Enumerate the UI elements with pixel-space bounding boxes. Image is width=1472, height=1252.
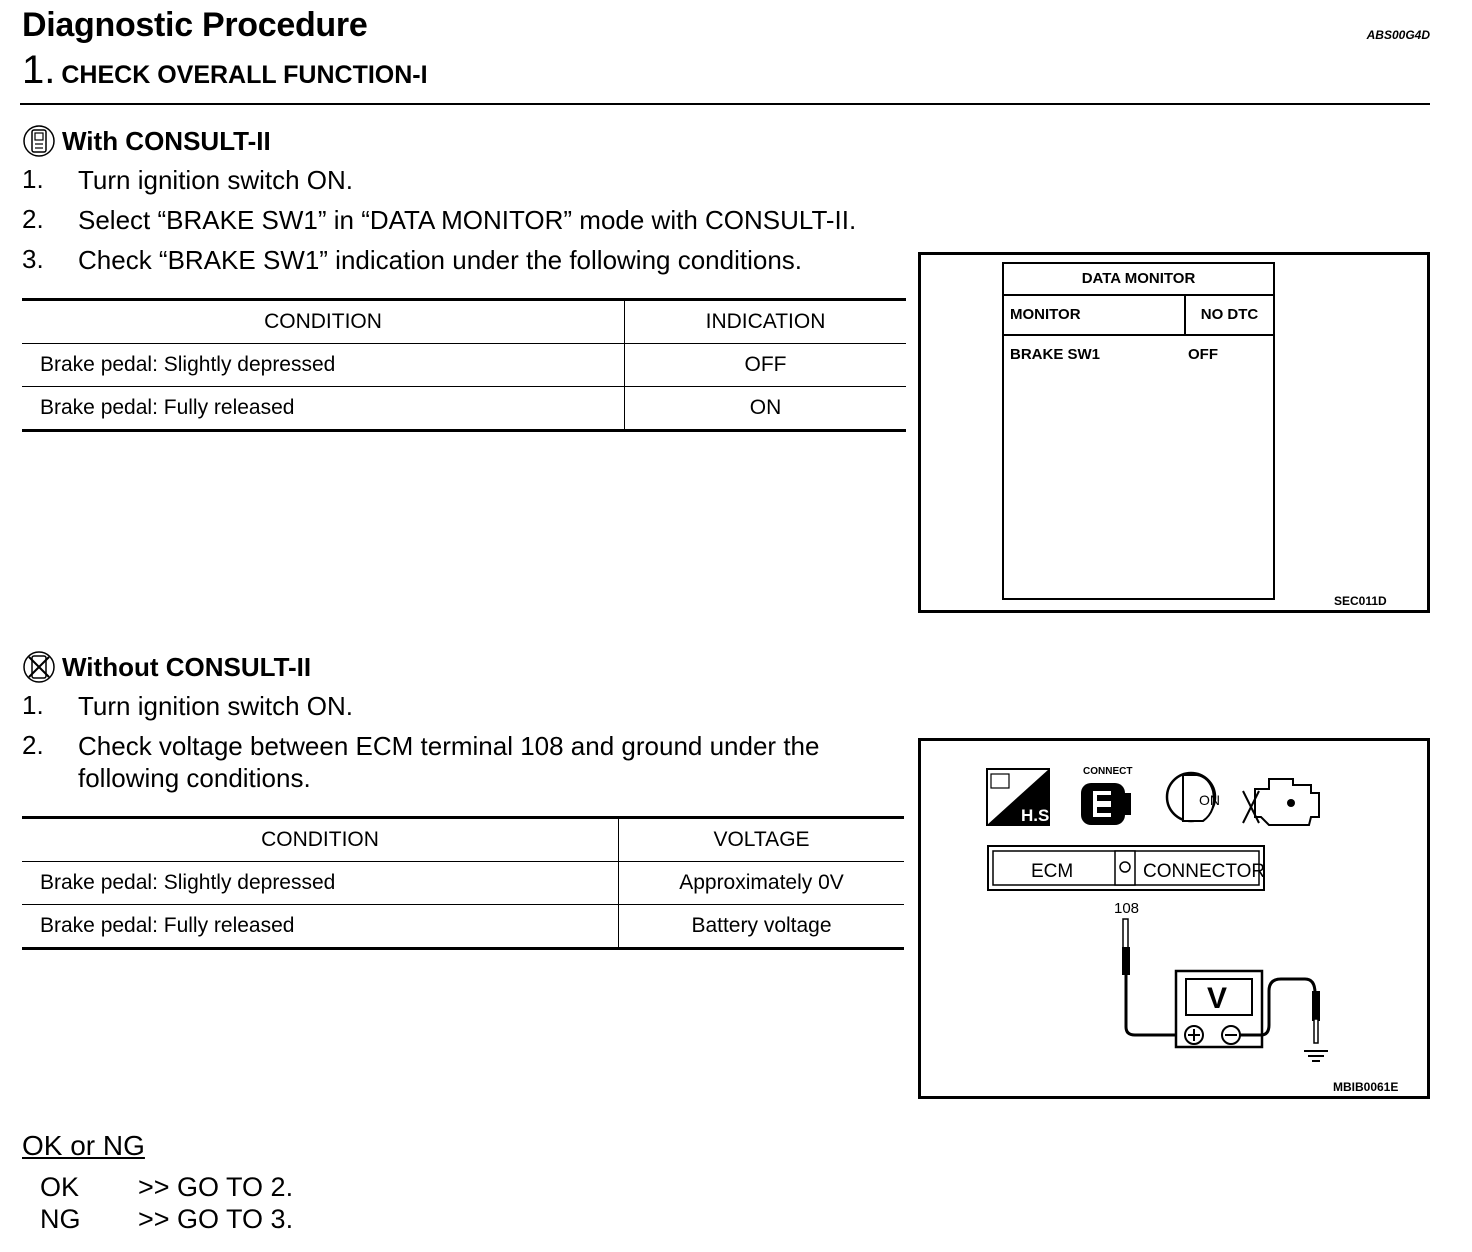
monitor-col-status: NO DTC: [1200, 306, 1259, 323]
document-code: ABS00G4D: [1366, 28, 1430, 42]
hs-label: H.S.: [1021, 806, 1055, 825]
step-heading: [22, 48, 428, 93]
monitor-value: OFF: [1188, 346, 1218, 363]
without-consult-label: Without CONSULT-II: [62, 651, 312, 682]
table-cell: Brake pedal: Slightly depressed: [22, 344, 625, 387]
step-title: CHECK OVERALL FUNCTION-I: [61, 61, 428, 89]
ecm-label: ECM: [1031, 861, 1074, 882]
table-cell: OFF: [625, 344, 907, 387]
table-cell: Approximately 0V: [619, 862, 905, 905]
result-key: OK: [40, 1172, 80, 1202]
list-item: [22, 244, 912, 276]
monitor-row: [1004, 346, 1273, 363]
result-action: >> GO TO 3.: [138, 1204, 294, 1234]
connect-icon: [1081, 766, 1132, 825]
step-text: Check voltage between ECM terminal 108 and ground under the following conditions.: [78, 731, 820, 793]
step-text: Select “BRAKE SW1” in “DATA MONITOR” mode with CONSULT-II.: [78, 205, 857, 235]
step-text: Turn ignition switch ON.: [78, 165, 354, 195]
table-header: VOLTAGE: [619, 818, 905, 862]
table-row: [22, 905, 904, 949]
table-header: CONDITION: [22, 818, 619, 862]
indication-table: [22, 298, 906, 432]
page-title: Diagnostic Procedure: [22, 6, 368, 44]
table-cell: Brake pedal: Slightly depressed: [22, 862, 619, 905]
step-text: Check “BRAKE SW1” indication under the following conditions.: [78, 245, 803, 275]
figure-code: SEC011D: [1334, 594, 1387, 608]
ground-symbol: [1304, 1051, 1328, 1061]
ecm-connector: [988, 846, 1265, 890]
result-action: >> GO TO 2.: [138, 1172, 294, 1202]
terminal-number: 108: [1114, 900, 1140, 917]
monitor-header-row: [1004, 296, 1273, 336]
step-num: 1.: [22, 164, 44, 194]
connector-label: CONNECTOR: [1143, 861, 1266, 882]
with-consult-heading: [22, 124, 271, 158]
no-consult-icon: [22, 650, 56, 684]
data-monitor-screen: [1002, 262, 1275, 600]
table-cell: Battery voltage: [619, 905, 905, 949]
header-divider: [20, 103, 1430, 105]
figure-code: MBIB0061E: [1333, 1080, 1399, 1094]
table-header-row: [22, 300, 906, 344]
monitor-col-label: MONITOR: [1004, 296, 1186, 334]
on-label: ON: [1199, 792, 1220, 808]
meter-label: V: [1207, 982, 1228, 1015]
result-row: [40, 1172, 293, 1203]
step-num: 2.: [22, 204, 44, 234]
list-item: [22, 690, 922, 722]
step-num: 3.: [22, 244, 44, 274]
monitor-title: DATA MONITOR: [1004, 264, 1273, 296]
monitor-item: BRAKE SW1: [1010, 346, 1101, 363]
table-cell: Brake pedal: Fully released: [22, 387, 625, 431]
table-header-row: [22, 818, 904, 862]
list-item: [22, 730, 912, 794]
table-row: [22, 387, 906, 431]
step-number: 1.: [22, 48, 56, 92]
table-row: [22, 862, 904, 905]
voltage-table: [22, 816, 904, 950]
step-num: 2.: [22, 730, 44, 760]
with-consult-label: With CONSULT-II: [62, 125, 271, 156]
table-header: INDICATION: [625, 300, 907, 344]
table-cell: Brake pedal: Fully released: [22, 905, 619, 949]
list-item: [22, 164, 922, 196]
table-row: [22, 344, 906, 387]
without-consult-heading: [22, 650, 311, 684]
table-header: CONDITION: [22, 300, 625, 344]
engine-stopped-icon: [1243, 779, 1319, 825]
ignition-on-icon: [1167, 773, 1220, 821]
result-row: [40, 1204, 293, 1235]
step-text: Turn ignition switch ON.: [78, 691, 354, 721]
result-key: NG: [40, 1204, 81, 1234]
consult-icon: [22, 124, 56, 158]
voltage-check-diagram: [921, 741, 1427, 1096]
harness-side-icon: [987, 769, 1054, 825]
table-cell: ON: [625, 387, 907, 431]
step-num: 1.: [22, 690, 44, 720]
list-item: [22, 204, 982, 236]
result-heading: OK or NG: [22, 1130, 145, 1161]
connect-label: CONNECT: [1083, 766, 1133, 777]
